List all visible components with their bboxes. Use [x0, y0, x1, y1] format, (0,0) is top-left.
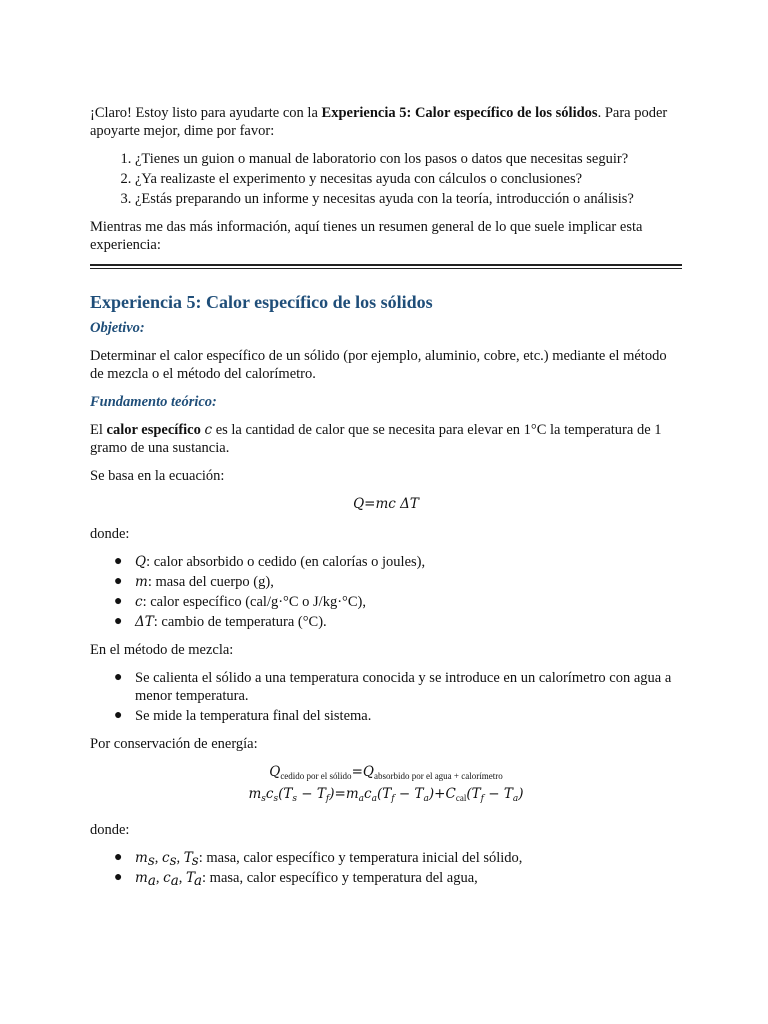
expanded-equation: $m_sc_s(T_s - T_f)=m_ac_a(T_f - T_a)+C_{cal}(T_f - T_a)$ [248, 786, 524, 804]
list-item: ● $m_a$, $c_a$, $T_a$: masa, calor específico y temperatura del agua, [114, 870, 478, 889]
list-item: ● Q: calor absorbido o cedido (en calorías o joules), [114, 554, 426, 570]
math-symbol: c [204, 422, 213, 438]
document-content [90, 104, 682, 897]
list-item: ● $m_s$, $c_s$, $T_s$: masa, calor específico y temperatura inicial del sólido, [114, 850, 523, 869]
donde-label: donde: [90, 822, 130, 838]
variables-list [90, 553, 682, 631]
bullet-icon: ● [114, 708, 123, 723]
theory-heading: Fundamento teórico: [90, 394, 217, 410]
intro-bold-title: Experiencia 5: Calor específico de los sólidos [321, 105, 598, 121]
list-item: 3. ¿Estás preparando un informe y necesitas ayuda con la teoría, introducción o análisis? [135, 190, 682, 208]
bullet-icon: ● [114, 670, 123, 685]
objective-text: Determinar el calor específico de un sólido (por ejemplo, aluminio, cobre, etc.) mediante el método de mezcla o el método del calorímetro. [90, 348, 667, 382]
conservation-label: Por conservación de energía: [90, 736, 258, 752]
meanwhile-paragraph: Mientras me das más información, aquí tienes un resumen general de lo que suele implicar esta experiencia: [90, 219, 643, 253]
horizontal-divider [90, 264, 682, 269]
list-item: ● ΔT: cambio de temperatura (°C). [114, 614, 327, 630]
mix-intro: En el método de mezcla: [90, 642, 234, 658]
bullet-icon: ● [114, 554, 123, 569]
bullet-icon: ● [114, 850, 123, 865]
bullet-icon: ● [114, 594, 123, 609]
list-item: ● Se mide la temperatura final del sistema. [114, 708, 372, 724]
equation-intro: Se basa en la ecuación: [90, 468, 225, 484]
donde-label: donde: [90, 526, 130, 542]
mix-steps-list [90, 669, 682, 725]
section-title: Experiencia 5: Calor específico de los sólidos [90, 292, 433, 312]
intro-paragraph: ¡Claro! Estoy listo para ayudarte con la Experiencia 5: Calor específico de los sólidos. Para poder apoyarte mejor, dime por favor: [90, 105, 668, 139]
balance-equation: $Q_{cedido por el sólido}=Q_{absorbido por el agua + calorímetro}$ [269, 764, 503, 781]
list-item: ● m: masa del cuerpo (g), [114, 574, 274, 590]
list-item: 2. ¿Ya realizaste el experimento y necesitas ayuda con cálculos o conclusiones? [135, 170, 682, 188]
theory-paragraph: El calor específico c es la cantidad de calor que se necesita para elevar en 1°C la temperatura de 1 gramo de una sustancia. [90, 422, 662, 456]
final-variables-list [90, 849, 682, 887]
questions-list [90, 150, 682, 208]
bullet-icon: ● [114, 574, 123, 589]
bullet-icon: ● [114, 614, 123, 629]
list-item: 1. ¿Tienes un guion o manual de laboratorio con los pasos o datos que necesitas seguir? [135, 150, 682, 168]
list-item: ● c: calor específico (cal/g·°C o J/kg·°C), [114, 594, 366, 610]
objective-heading: Objetivo: [90, 320, 145, 336]
list-item: ● Se calienta el sólido a una temperatura conocida y se introduce en un calorímetro con agua a menor temperatura. [114, 670, 672, 704]
main-equation: Q=mc ΔT [353, 496, 419, 512]
bullet-icon: ● [114, 870, 123, 885]
